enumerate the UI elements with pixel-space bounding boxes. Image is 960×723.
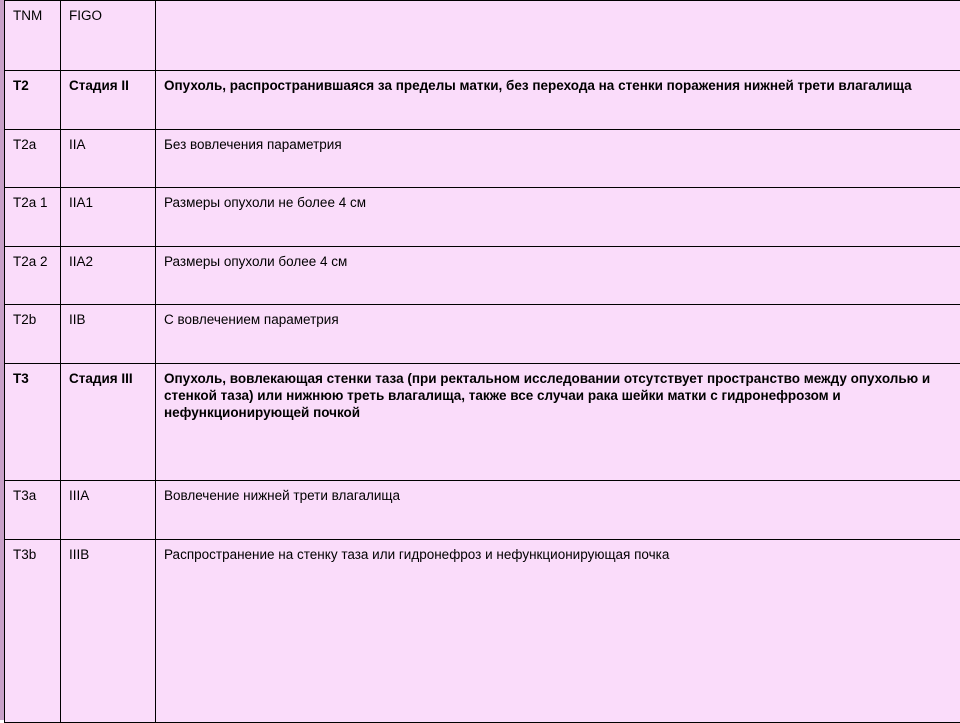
tnm-cell: T2a [5,130,61,188]
description-cell: Опухоль, распространившаяся за пределы матки, без перехода на стенки поражения нижней трети влагалища [156,71,960,130]
table-row [5,540,960,723]
tnm-cell: T2a 2 [5,247,61,305]
figo-cell: IIIB [61,540,156,723]
description-cell: С вовлечением параметрия [156,305,960,364]
table-row [5,305,960,364]
staging-table [4,0,960,723]
description-cell: Опухоль, вовлекающая стенки таза (при ректальном исследовании отсутствует пространство между опухолью и стенкой таза) или нижнюю треть влагалища, также все случаи рака шейки матки с гидронефрозом и нефункционирующей почкой [156,364,960,481]
figo-cell: IIB [61,305,156,364]
table-row [5,130,960,188]
description-cell: Размеры опухоли не более 4 см [156,188,960,247]
table-row [5,364,960,481]
tnm-cell: T3b [5,540,61,723]
header-description [156,1,960,71]
tnm-cell: T3a [5,481,61,540]
table-row [5,247,960,305]
header-tnm: TNM [5,1,61,71]
table-row [5,71,960,130]
description-cell: Размеры опухоли более 4 см [156,247,960,305]
figo-cell: Стадия II [61,71,156,130]
tnm-cell: T2b [5,305,61,364]
figo-cell: IIA2 [61,247,156,305]
figo-cell: IIIA [61,481,156,540]
tnm-cell: T2 [5,71,61,130]
staging-table-container [4,0,960,720]
figo-cell: Стадия III [61,364,156,481]
figo-cell: IIA [61,130,156,188]
figo-cell: IIA1 [61,188,156,247]
header-figo: FIGO [61,1,156,71]
description-cell: Вовлечение нижней трети влагалища [156,481,960,540]
table-header-row [5,1,960,71]
table-row [5,188,960,247]
table-row [5,481,960,540]
tnm-cell: T2a 1 [5,188,61,247]
description-cell: Без вовлечения параметрия [156,130,960,188]
description-cell: Распространение на стенку таза или гидронефроз и нефункционирующая почка [156,540,960,723]
tnm-cell: T3 [5,364,61,481]
